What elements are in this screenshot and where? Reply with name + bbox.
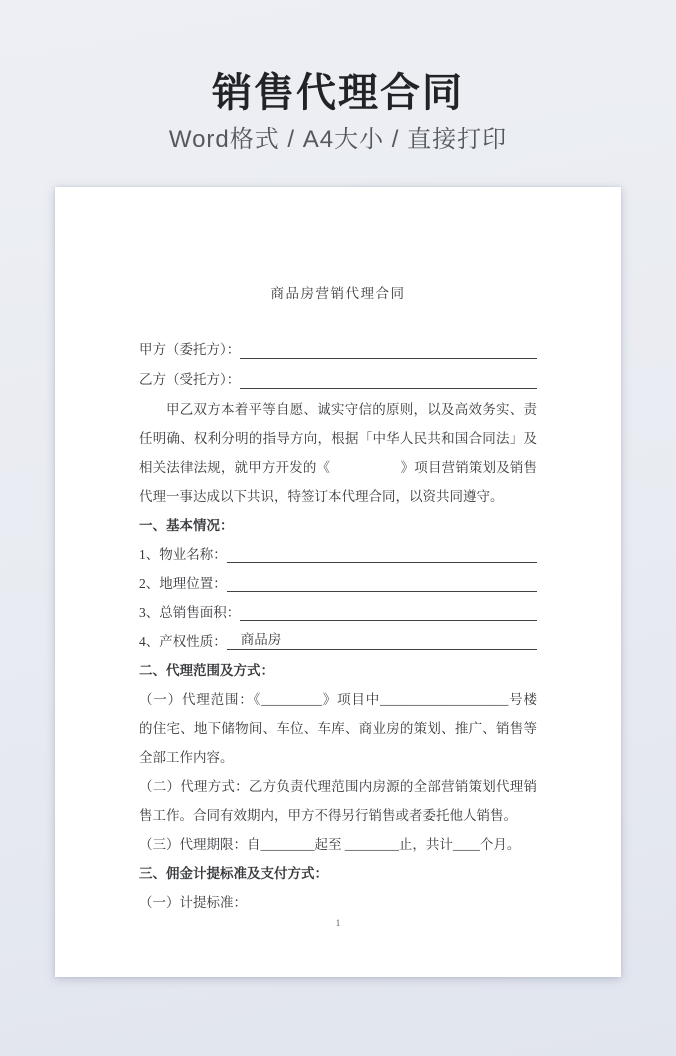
- section2-heading: 二、代理范围及方式：: [139, 663, 274, 678]
- total-sales-area-label: 3、总销售面积：: [139, 605, 241, 620]
- property-rights-blank-line: [227, 627, 537, 650]
- location-blank-line: [227, 569, 537, 592]
- total-sales-area-blank-line: [240, 598, 537, 621]
- party-b-label: 乙方（受托方）：: [139, 372, 241, 387]
- agency-method-clause: （二）代理方式：乙方负责代理范围内房源的全部营销策划代理销售工作。合同有效期内，甲方不得另行销售或者委托他人销售。: [139, 779, 537, 823]
- hero-header: [0, 0, 676, 155]
- party-b-row: [139, 365, 537, 395]
- property-name-blank-line: [227, 540, 537, 563]
- property-name-row: [139, 540, 537, 569]
- page-subtitle: Word格式 / A4大小 / 直接打印: [168, 126, 508, 153]
- party-a-row: [139, 335, 537, 365]
- page-number: 1: [335, 918, 341, 928]
- document-title: 商品房营销代理合同: [270, 286, 406, 301]
- intro-paragraph: 甲乙双方本着平等自愿、诚实守信的原则，以及高效务实、责任明确、权利分明的指导方向，根据「中华人民共和国合同法」及相关法律法规，就甲方开发的《 》项目营销策划及销售代理一事达成以下共识，特签订本代理合同，以资共同遵守。: [139, 402, 537, 504]
- property-name-label: 1、物业名称：: [139, 547, 227, 562]
- page-title: 销售代理合同: [212, 71, 464, 115]
- agency-term-clause: （三）代理期限：自________起至 ________止，共计____个月。: [139, 837, 521, 852]
- property-rights-label: 4、产权性质：: [139, 634, 227, 649]
- party-a-label: 甲方（委托方）：: [139, 342, 241, 357]
- party-b-blank-line: [240, 365, 537, 389]
- property-rights-row: [139, 627, 537, 656]
- party-a-blank-line: [240, 335, 537, 359]
- section3-heading: 三、佣金计提标准及支付方式：: [139, 866, 328, 881]
- location-row: [139, 569, 537, 598]
- commission-standard-clause: （一）计提标准：: [139, 895, 247, 910]
- total-sales-area-row: [139, 598, 537, 627]
- document-page: [55, 187, 621, 977]
- section1-heading: 一、基本情况：: [139, 518, 234, 533]
- agency-scope-clause: （一）代理范围：《_________》项目中___________________号楼的住宅、地下储物间、车位、车库、商业房的策划、推广、销售等全部工作内容。: [139, 692, 537, 765]
- property-rights-value: 商品房: [240, 632, 282, 647]
- location-label: 2、地理位置：: [139, 576, 227, 591]
